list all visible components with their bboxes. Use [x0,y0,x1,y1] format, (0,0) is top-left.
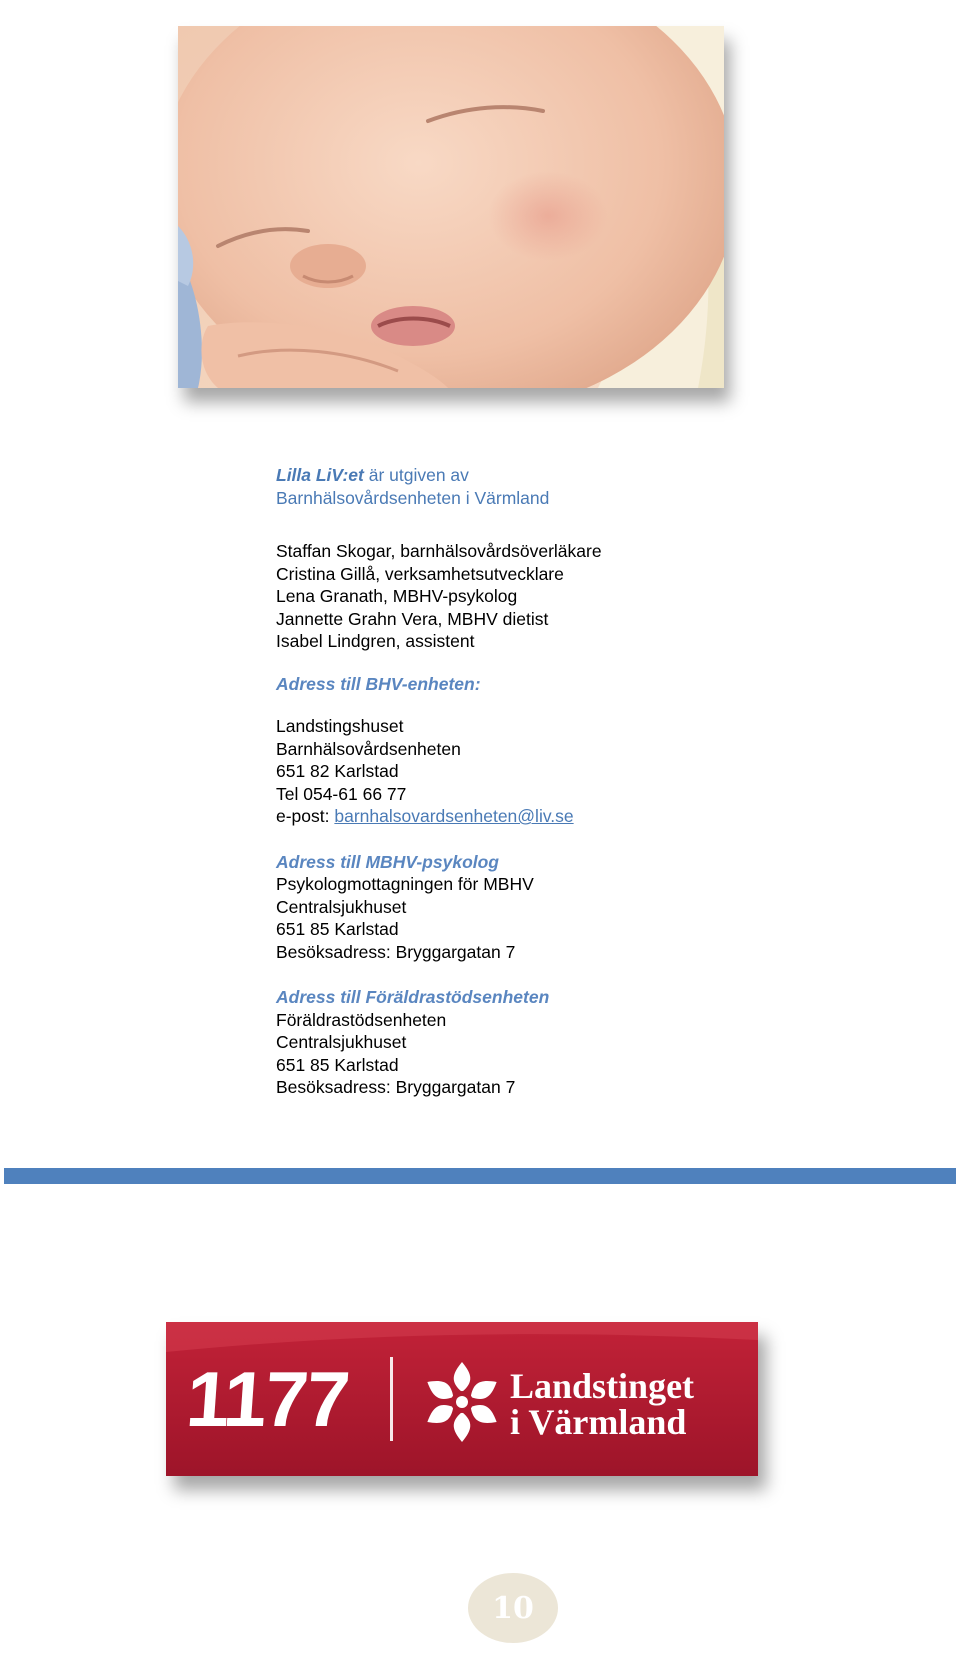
landstinget-1177-logo [166,1322,758,1476]
sleeping-baby-photo [178,26,724,388]
mbhv-address-line: Psykologmottagningen för MBHV [276,874,534,894]
staff-member: Staffan Skogar, barnhälsovårdsöverläkare [276,541,602,561]
parent-support-line: Besöksadress: Bryggargatan 7 [276,1077,516,1097]
parent-support-line: Centralsjukhuset [276,1032,407,1052]
publisher-organization: Barnhälsovårdsenheten i Värmland [276,487,550,508]
page-number-badge: 10 [468,1573,558,1643]
publication-info [276,464,876,1099]
email-label: e-post: [276,806,335,826]
bhv-address-line: Tel 054-61 66 77 [276,783,407,804]
parent-support-line: 651 85 Karlstad [276,1054,399,1075]
bhv-email-row [276,805,876,828]
section-divider [4,1168,956,1184]
mbhv-address-line: Besöksadress: Bryggargatan 7 [276,941,516,962]
mbhv-address-line: Centralsjukhuset [276,896,407,917]
bhv-address-line: 651 82 Karlstad [276,761,399,781]
publication-name: Lilla LiV:et [276,465,364,485]
publisher-intro [276,464,876,487]
parent-support-heading: Adress till Föräldrastödsenheten [276,987,550,1007]
bhv-address-heading: Adress till BHV-enheten: [276,673,481,694]
logo-org-line1: Landstinget [510,1366,695,1406]
email-link[interactable]: barnhalsovardsenheten@liv.se [334,806,574,826]
publisher-intro-suffix: är utgiven av [363,465,469,485]
logo-org-line2: i Värmland [510,1402,687,1442]
bhv-address-line: Landstingshuset [276,716,404,736]
logo-number-1177: 1177 [183,1355,351,1443]
bhv-address-line: Barnhälsovårdsenheten [276,738,461,759]
staff-member: Cristina Gillå, verksamhetsutvecklare [276,563,564,584]
mbhv-address-heading: Adress till MBHV-psykolog [276,851,499,872]
mbhv-address-line: 651 85 Karlstad [276,919,399,939]
staff-member: Jannette Grahn Vera, MBHV dietist [276,608,549,629]
staff-member: Isabel Lindgren, assistent [276,631,475,651]
parent-support-line: Föräldrastödsenheten [276,1009,447,1030]
staff-member: Lena Granath, MBHV-psykolog [276,586,518,606]
